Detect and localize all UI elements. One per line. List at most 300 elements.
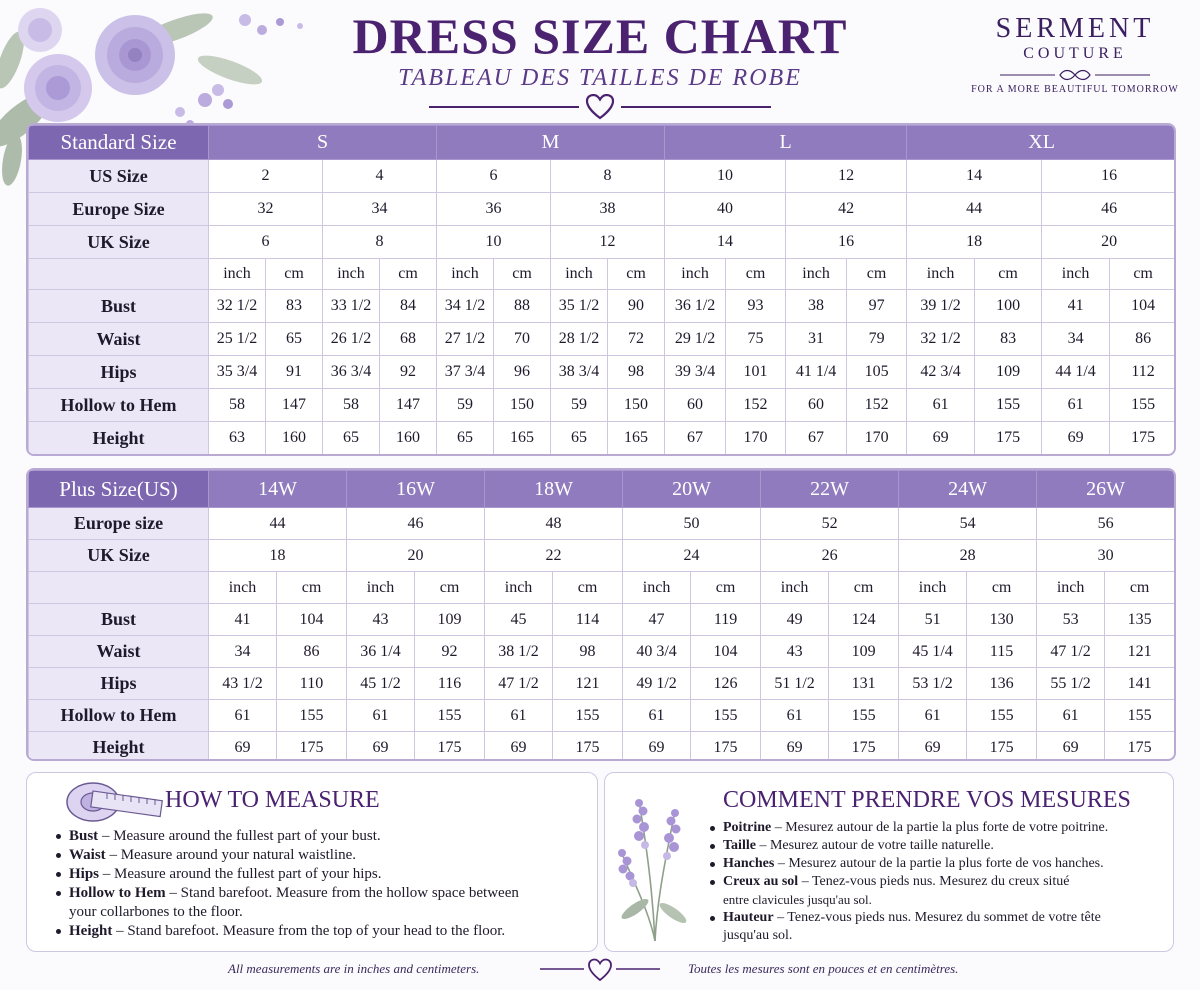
table-cell: 155 — [829, 700, 899, 732]
row-label: Hips — [29, 668, 209, 700]
unit-inch: inch — [209, 572, 277, 604]
measure-desc: – Measure around your natural waistline. — [105, 847, 357, 863]
table-cell: 27 1/2 — [437, 323, 494, 356]
table-cell: 52 — [761, 508, 899, 540]
table-cell: 53 — [1037, 604, 1105, 636]
brand-tagline: FOR A MORE BEAUTIFUL TOMORROW — [971, 84, 1179, 95]
table-row — [29, 604, 1175, 636]
table-cell: 155 — [553, 700, 623, 732]
size-group-header: 22W — [761, 471, 899, 508]
unit-inch: inch — [1042, 259, 1110, 290]
table-cell: 61 — [623, 700, 691, 732]
table-cell: 65 — [437, 422, 494, 455]
brand-ornament-icon — [1000, 68, 1150, 82]
unit-cm: cm — [415, 572, 485, 604]
table-cell: 26 — [761, 540, 899, 572]
table-cell: 16 — [786, 226, 907, 259]
table-cell: 58 — [209, 389, 266, 422]
table-cell: 41 — [209, 604, 277, 636]
measure-term: Height — [69, 923, 113, 939]
footer — [0, 955, 1200, 985]
unit-cm: cm — [1110, 259, 1176, 290]
table-cell: 88 — [494, 290, 551, 323]
size-group-header: L — [665, 126, 907, 160]
table-cell: 38 1/2 — [485, 636, 553, 668]
table-cell: 28 — [899, 540, 1037, 572]
table-cell: 34 — [323, 193, 437, 226]
table-cell: 155 — [967, 700, 1037, 732]
page-title: DRESS SIZE CHART — [352, 8, 848, 64]
table-cell: 16 — [1042, 160, 1176, 193]
table-cell: 72 — [608, 323, 665, 356]
table-cell: 47 1/2 — [485, 668, 553, 700]
table-cell: 47 1/2 — [1037, 636, 1105, 668]
table-cell: 10 — [437, 226, 551, 259]
footer-note-en: All measurements are in inches and centimeters. — [228, 961, 480, 976]
table-cell: 104 — [691, 636, 761, 668]
unit-cm: cm — [277, 572, 347, 604]
row-label: Europe size — [29, 508, 209, 540]
table-cell: 98 — [553, 636, 623, 668]
row-label: Bust — [29, 604, 209, 636]
table-cell: 32 — [209, 193, 323, 226]
measure-term: Hollow to Hem — [69, 885, 166, 901]
table-cell: 61 — [209, 700, 277, 732]
table-cell: 69 — [623, 732, 691, 762]
table-cell: 42 — [786, 193, 907, 226]
size-group-header: S — [209, 126, 437, 160]
table-cell: 70 — [494, 323, 551, 356]
table-cell: 83 — [266, 290, 323, 323]
measure-desc: – Measure around the fullest part of your hips. — [99, 866, 382, 882]
table-cell: 53 1/2 — [899, 668, 967, 700]
table-cell: 116 — [415, 668, 485, 700]
row-label-empty — [29, 572, 209, 604]
table-cell: 86 — [1110, 323, 1176, 356]
table-cell: 104 — [277, 604, 347, 636]
table-cell: 14 — [907, 160, 1042, 193]
table-cell: 109 — [829, 636, 899, 668]
table-cell: 6 — [209, 226, 323, 259]
list-item — [709, 873, 1165, 909]
unit-cm: cm — [380, 259, 437, 290]
table-cell: 112 — [1110, 356, 1176, 389]
table-cell: 165 — [494, 422, 551, 455]
table-cell: 155 — [415, 700, 485, 732]
table-cell: 93 — [726, 290, 786, 323]
table-cell: 6 — [437, 160, 551, 193]
unit-inch: inch — [551, 259, 608, 290]
table-cell: 175 — [1110, 422, 1176, 455]
table-cell: 59 — [551, 389, 608, 422]
table-cell: 18 — [209, 540, 347, 572]
table-cell: 44 1/4 — [1042, 356, 1110, 389]
table-cell: 59 — [437, 389, 494, 422]
list-item — [55, 865, 591, 884]
table-cell: 105 — [847, 356, 907, 389]
table-cell: 48 — [485, 508, 623, 540]
table-cell: 56 — [1037, 508, 1175, 540]
table-cell: 114 — [553, 604, 623, 636]
unit-inch: inch — [209, 259, 266, 290]
measure-term: Bust — [69, 828, 99, 844]
how-to-measure-title: HOW TO MEASURE — [165, 787, 380, 813]
list-item — [709, 909, 1165, 945]
page-subtitle: TABLEAU DES TAILLES DE ROBE — [398, 65, 802, 91]
table-cell: 4 — [323, 160, 437, 193]
table-cell: 150 — [494, 389, 551, 422]
table-row — [29, 226, 1177, 259]
table-cell: 65 — [323, 422, 380, 455]
table-cell: 124 — [829, 604, 899, 636]
unit-row — [29, 259, 1177, 290]
table-cell: 147 — [266, 389, 323, 422]
row-label: Height — [29, 732, 209, 762]
table-cell: 75 — [726, 323, 786, 356]
table-cell: 37 3/4 — [437, 356, 494, 389]
table-cell: 69 — [907, 422, 975, 455]
table-cell: 160 — [266, 422, 323, 455]
table-cell: 60 — [665, 389, 726, 422]
how-to-measure-box — [26, 772, 598, 952]
table-cell: 61 — [1037, 700, 1105, 732]
row-label: Bust — [29, 290, 209, 323]
table-cell: 150 — [608, 389, 665, 422]
heart-icon — [585, 94, 615, 120]
table-cell: 10 — [665, 160, 786, 193]
measure-desc: – Mesurez autour de la partie la plus forte de votre poitrine. — [771, 820, 1109, 835]
row-label: Waist — [29, 636, 209, 668]
table-row — [29, 323, 1177, 356]
table-cell: 61 — [347, 700, 415, 732]
table-cell: 92 — [380, 356, 437, 389]
measure-term: Taille — [723, 838, 756, 853]
table-cell: 34 — [209, 636, 277, 668]
table-cell: 43 — [761, 636, 829, 668]
comment-prendre-box — [604, 772, 1174, 952]
table-cell: 69 — [347, 732, 415, 762]
table-cell: 175 — [691, 732, 761, 762]
table-cell: 43 1/2 — [209, 668, 277, 700]
table-cell: 35 3/4 — [209, 356, 266, 389]
list-item — [55, 846, 591, 865]
table-cell: 68 — [380, 323, 437, 356]
table-cell: 30 — [1037, 540, 1175, 572]
list-item — [55, 884, 591, 922]
table-cell: 155 — [1110, 389, 1176, 422]
list-item — [709, 837, 1165, 855]
table-row — [29, 700, 1175, 732]
table-cell: 96 — [494, 356, 551, 389]
measure-desc: – Mesurez autour de votre taille naturelle. — [755, 838, 994, 853]
unit-cm: cm — [608, 259, 665, 290]
comment-prendre-title: COMMENT PRENDRE VOS MESURES — [723, 787, 1131, 813]
table-cell: 35 1/2 — [551, 290, 608, 323]
unit-cm: cm — [691, 572, 761, 604]
unit-inch: inch — [623, 572, 691, 604]
brand-name: SERMENT — [995, 13, 1155, 44]
measure-term: Hanches — [723, 856, 775, 871]
table-cell: 61 — [1042, 389, 1110, 422]
table-cell: 47 — [623, 604, 691, 636]
table-cell: 36 1/4 — [347, 636, 415, 668]
table-cell: 141 — [1105, 668, 1175, 700]
table-cell: 32 1/2 — [907, 323, 975, 356]
row-label: UK Size — [29, 226, 209, 259]
size-group-header: 26W — [1037, 471, 1175, 508]
unit-inch: inch — [899, 572, 967, 604]
table-cell: 58 — [323, 389, 380, 422]
measure-term: Creux au sol — [723, 874, 799, 889]
table-cell: 51 1/2 — [761, 668, 829, 700]
size-group-header: 24W — [899, 471, 1037, 508]
table-cell: 69 — [1042, 422, 1110, 455]
list-item — [709, 855, 1165, 873]
table-cell: 2 — [209, 160, 323, 193]
table-cell: 36 — [437, 193, 551, 226]
table-cell: 25 1/2 — [209, 323, 266, 356]
table-cell: 26 1/2 — [323, 323, 380, 356]
unit-inch: inch — [1037, 572, 1105, 604]
unit-cm: cm — [829, 572, 899, 604]
table-cell: 109 — [975, 356, 1042, 389]
table-cell: 84 — [380, 290, 437, 323]
table-cell: 131 — [829, 668, 899, 700]
table-cell: 51 — [899, 604, 967, 636]
table-cell: 119 — [691, 604, 761, 636]
unit-row — [29, 572, 1175, 604]
lavender-sprig-icon — [609, 781, 701, 946]
table-cell: 60 — [786, 389, 847, 422]
row-label: UK Size — [29, 540, 209, 572]
table-cell: 40 — [665, 193, 786, 226]
table-cell: 45 1/2 — [347, 668, 415, 700]
row-label: US Size — [29, 160, 209, 193]
table-cell: 50 — [623, 508, 761, 540]
measure-term: Poitrine — [723, 820, 772, 835]
measure-desc-cont: entre clavicules jusqu'au sol. — [723, 892, 872, 907]
list-item — [55, 922, 591, 941]
list-item — [55, 827, 591, 846]
table-cell: 8 — [323, 226, 437, 259]
unit-inch: inch — [665, 259, 726, 290]
table-cell: 83 — [975, 323, 1042, 356]
table-row — [29, 193, 1177, 226]
table-cell: 175 — [553, 732, 623, 762]
table-cell: 155 — [975, 389, 1042, 422]
size-group-header: M — [437, 126, 665, 160]
table-cell: 44 — [907, 193, 1042, 226]
table-cell: 24 — [623, 540, 761, 572]
table-cell: 86 — [277, 636, 347, 668]
measure-desc: – Stand barefoot. Measure from the top of your head to the floor. — [112, 923, 506, 939]
standard-size-table — [26, 123, 1176, 456]
table-cell: 32 1/2 — [209, 290, 266, 323]
table-cell: 14 — [665, 226, 786, 259]
table-cell: 97 — [847, 290, 907, 323]
table-cell: 165 — [608, 422, 665, 455]
unit-inch: inch — [761, 572, 829, 604]
table-cell: 45 — [485, 604, 553, 636]
table-cell: 43 — [347, 604, 415, 636]
unit-inch: inch — [347, 572, 415, 604]
measure-desc: – Measure around the fullest part of your bust. — [98, 828, 381, 844]
table-cell: 152 — [847, 389, 907, 422]
table-cell: 130 — [967, 604, 1037, 636]
table-cell: 175 — [1105, 732, 1175, 762]
table-cell: 41 1/4 — [786, 356, 847, 389]
table-cell: 109 — [415, 604, 485, 636]
table-cell: 160 — [380, 422, 437, 455]
table-cell: 39 3/4 — [665, 356, 726, 389]
table-cell: 46 — [347, 508, 485, 540]
measure-term: Hauteur — [723, 910, 774, 925]
measure-desc: – Tenez-vous pieds nus. Mesurez du sommet de votre tête — [773, 910, 1101, 925]
table-cell: 61 — [761, 700, 829, 732]
size-group-header: 20W — [623, 471, 761, 508]
table-cell: 40 3/4 — [623, 636, 691, 668]
table-row — [29, 508, 1175, 540]
unit-inch: inch — [907, 259, 975, 290]
table-cell: 36 3/4 — [323, 356, 380, 389]
size-group-header: 18W — [485, 471, 623, 508]
table-cell: 45 1/4 — [899, 636, 967, 668]
table-row — [29, 732, 1175, 762]
row-label: Europe Size — [29, 193, 209, 226]
divider-line — [429, 106, 579, 108]
standard-size-corner: Standard Size — [29, 126, 209, 160]
row-label: Hollow to Hem — [29, 700, 209, 732]
table-cell: 136 — [967, 668, 1037, 700]
table-cell: 155 — [691, 700, 761, 732]
measure-desc-cont: jusqu'au sol. — [723, 928, 793, 943]
measure-term: Waist — [69, 847, 106, 863]
table-cell: 34 — [1042, 323, 1110, 356]
table-cell: 147 — [380, 389, 437, 422]
table-cell: 91 — [266, 356, 323, 389]
table-cell: 63 — [209, 422, 266, 455]
table-cell: 126 — [691, 668, 761, 700]
table-cell: 46 — [1042, 193, 1176, 226]
table-cell: 104 — [1110, 290, 1176, 323]
table-cell: 61 — [899, 700, 967, 732]
table-cell: 175 — [277, 732, 347, 762]
heart-icon — [540, 955, 660, 983]
table-cell: 175 — [967, 732, 1037, 762]
table-cell: 61 — [485, 700, 553, 732]
table-cell: 18 — [907, 226, 1042, 259]
unit-cm: cm — [847, 259, 907, 290]
brand-sub: COUTURE — [1023, 45, 1127, 62]
table-header-row — [29, 126, 1177, 160]
table-cell: 38 — [786, 290, 847, 323]
table-cell: 33 1/2 — [323, 290, 380, 323]
unit-cm: cm — [726, 259, 786, 290]
table-cell: 175 — [975, 422, 1042, 455]
table-cell: 12 — [551, 226, 665, 259]
table-row — [29, 356, 1177, 389]
table-cell: 67 — [665, 422, 726, 455]
table-cell: 90 — [608, 290, 665, 323]
table-cell: 69 — [1037, 732, 1105, 762]
measure-term: Hips — [69, 866, 100, 882]
table-cell: 22 — [485, 540, 623, 572]
table-cell: 135 — [1105, 604, 1175, 636]
table-cell: 28 1/2 — [551, 323, 608, 356]
table-cell: 31 — [786, 323, 847, 356]
table-cell: 44 — [209, 508, 347, 540]
table-cell: 39 1/2 — [907, 290, 975, 323]
table-row — [29, 389, 1177, 422]
row-label: Hollow to Hem — [29, 389, 209, 422]
plus-table — [28, 470, 1175, 761]
table-cell: 101 — [726, 356, 786, 389]
table-row — [29, 668, 1175, 700]
table-cell: 65 — [551, 422, 608, 455]
row-label: Hips — [29, 356, 209, 389]
measure-desc: – Tenez-vous pieds nus. Mesurez du creux situé — [798, 874, 1070, 889]
table-cell: 20 — [347, 540, 485, 572]
title-divider — [330, 94, 870, 120]
unit-cm: cm — [1105, 572, 1175, 604]
measure-desc-cont: your collarbones to the floor. — [69, 904, 243, 920]
plus-size-corner: Plus Size(US) — [29, 471, 209, 508]
table-row — [29, 422, 1177, 455]
unit-inch: inch — [323, 259, 380, 290]
table-row — [29, 290, 1177, 323]
table-header-row — [29, 471, 1175, 508]
size-group-header: XL — [907, 126, 1176, 160]
table-cell: 12 — [786, 160, 907, 193]
table-cell: 20 — [1042, 226, 1176, 259]
table-cell: 170 — [726, 422, 786, 455]
table-cell: 55 1/2 — [1037, 668, 1105, 700]
table-cell: 42 3/4 — [907, 356, 975, 389]
table-cell: 65 — [266, 323, 323, 356]
unit-cm: cm — [975, 259, 1042, 290]
brand-logo — [970, 14, 1180, 95]
table-cell: 69 — [899, 732, 967, 762]
row-label: Height — [29, 422, 209, 455]
unit-cm: cm — [494, 259, 551, 290]
table-cell: 36 1/2 — [665, 290, 726, 323]
table-cell: 175 — [829, 732, 899, 762]
table-cell: 115 — [967, 636, 1037, 668]
unit-inch: inch — [437, 259, 494, 290]
standard-table — [28, 125, 1176, 455]
table-cell: 41 — [1042, 290, 1110, 323]
table-cell: 67 — [786, 422, 847, 455]
comment-prendre-list — [709, 819, 1165, 945]
table-cell: 98 — [608, 356, 665, 389]
table-cell: 155 — [1105, 700, 1175, 732]
measure-desc: – Mesurez autour de la partie la plus forte de vos hanches. — [774, 856, 1104, 871]
table-cell: 121 — [553, 668, 623, 700]
table-cell: 61 — [907, 389, 975, 422]
table-cell: 38 3/4 — [551, 356, 608, 389]
table-cell: 69 — [485, 732, 553, 762]
table-cell: 121 — [1105, 636, 1175, 668]
measuring-tape-icon — [61, 779, 173, 825]
title-block — [330, 8, 870, 120]
unit-inch: inch — [485, 572, 553, 604]
table-cell: 29 1/2 — [665, 323, 726, 356]
list-item — [709, 819, 1165, 837]
footer-note-fr: Toutes les mesures sont en pouces et en centimètres. — [688, 961, 959, 976]
table-cell: 110 — [277, 668, 347, 700]
table-cell: 38 — [551, 193, 665, 226]
table-cell: 79 — [847, 323, 907, 356]
